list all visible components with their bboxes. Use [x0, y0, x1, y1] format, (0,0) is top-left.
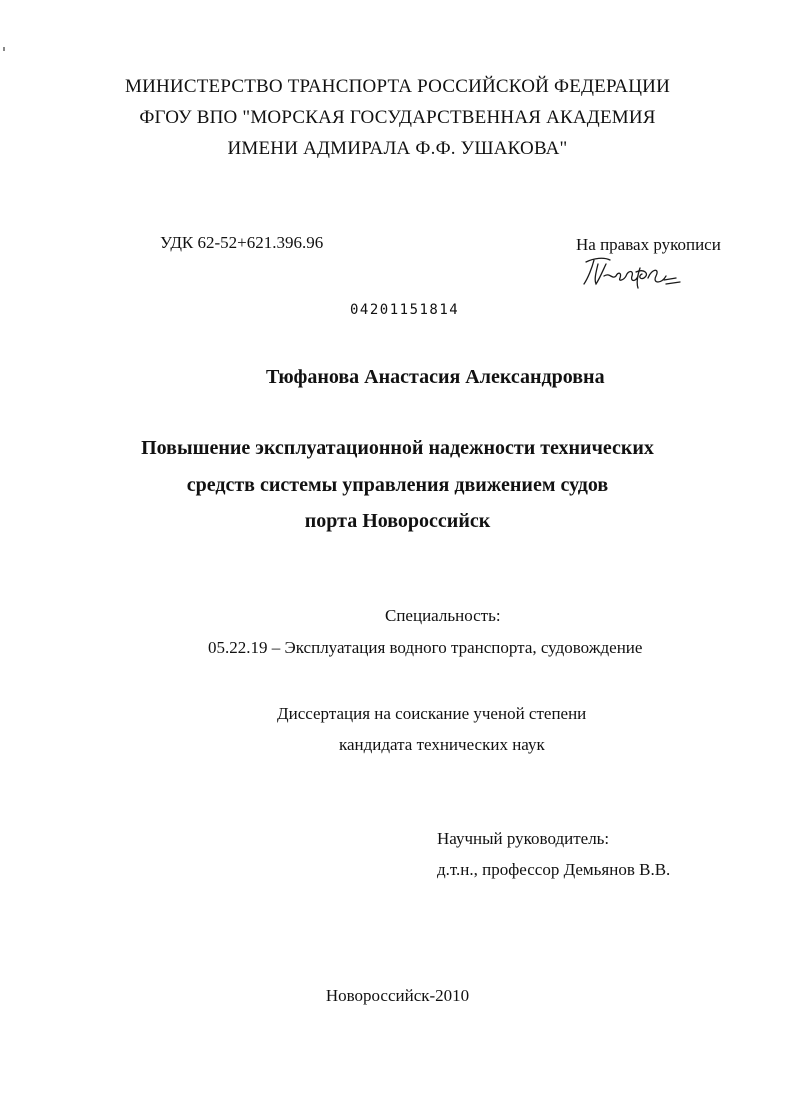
author-name: Тюфанова Анастасия Александровна — [266, 366, 605, 388]
supervisor-value: д.т.н., профессор Демьянов В.В. — [437, 860, 671, 879]
scan-artifact-mark — [3, 47, 5, 51]
place-year: Новороссийск-2010 — [325, 986, 470, 1005]
registry-number: 04201151814 — [350, 302, 460, 318]
dissertation-line-1: Диссертация на соискание ученой степени — [277, 704, 587, 723]
dissertation-line-2: кандидата технических наук — [339, 735, 545, 754]
title-line-3: порта Новороссийск — [304, 510, 491, 532]
academy-line: ФГОУ ВПО "МОРСКАЯ ГОСУДАРСТВЕННАЯ АКАДЕМИЯ — [139, 107, 656, 128]
specialty-value: 05.22.19 – Эксплуатация водного транспорта, судовождение — [208, 638, 643, 657]
specialty-label: Специальность: — [385, 606, 501, 625]
rights-notice: На правах рукописи — [576, 235, 721, 254]
supervisor-label: Научный руководитель: — [437, 829, 610, 848]
udk-code: УДК 62-52+621.396.96 — [160, 233, 324, 252]
title-line-2: средств системы управления движением судов — [186, 474, 609, 496]
handwritten-signature — [580, 254, 690, 290]
title-line-1: Повышение эксплуатационной надежности технических — [141, 437, 654, 459]
ministry-line: МИНИСТЕРСТВО ТРАНСПОРТА РОССИЙСКОЙ ФЕДЕРАЦИИ — [124, 76, 670, 97]
academy-name-line: ИМЕНИ АДМИРАЛА Ф.Ф. УШАКОВА" — [227, 138, 568, 159]
